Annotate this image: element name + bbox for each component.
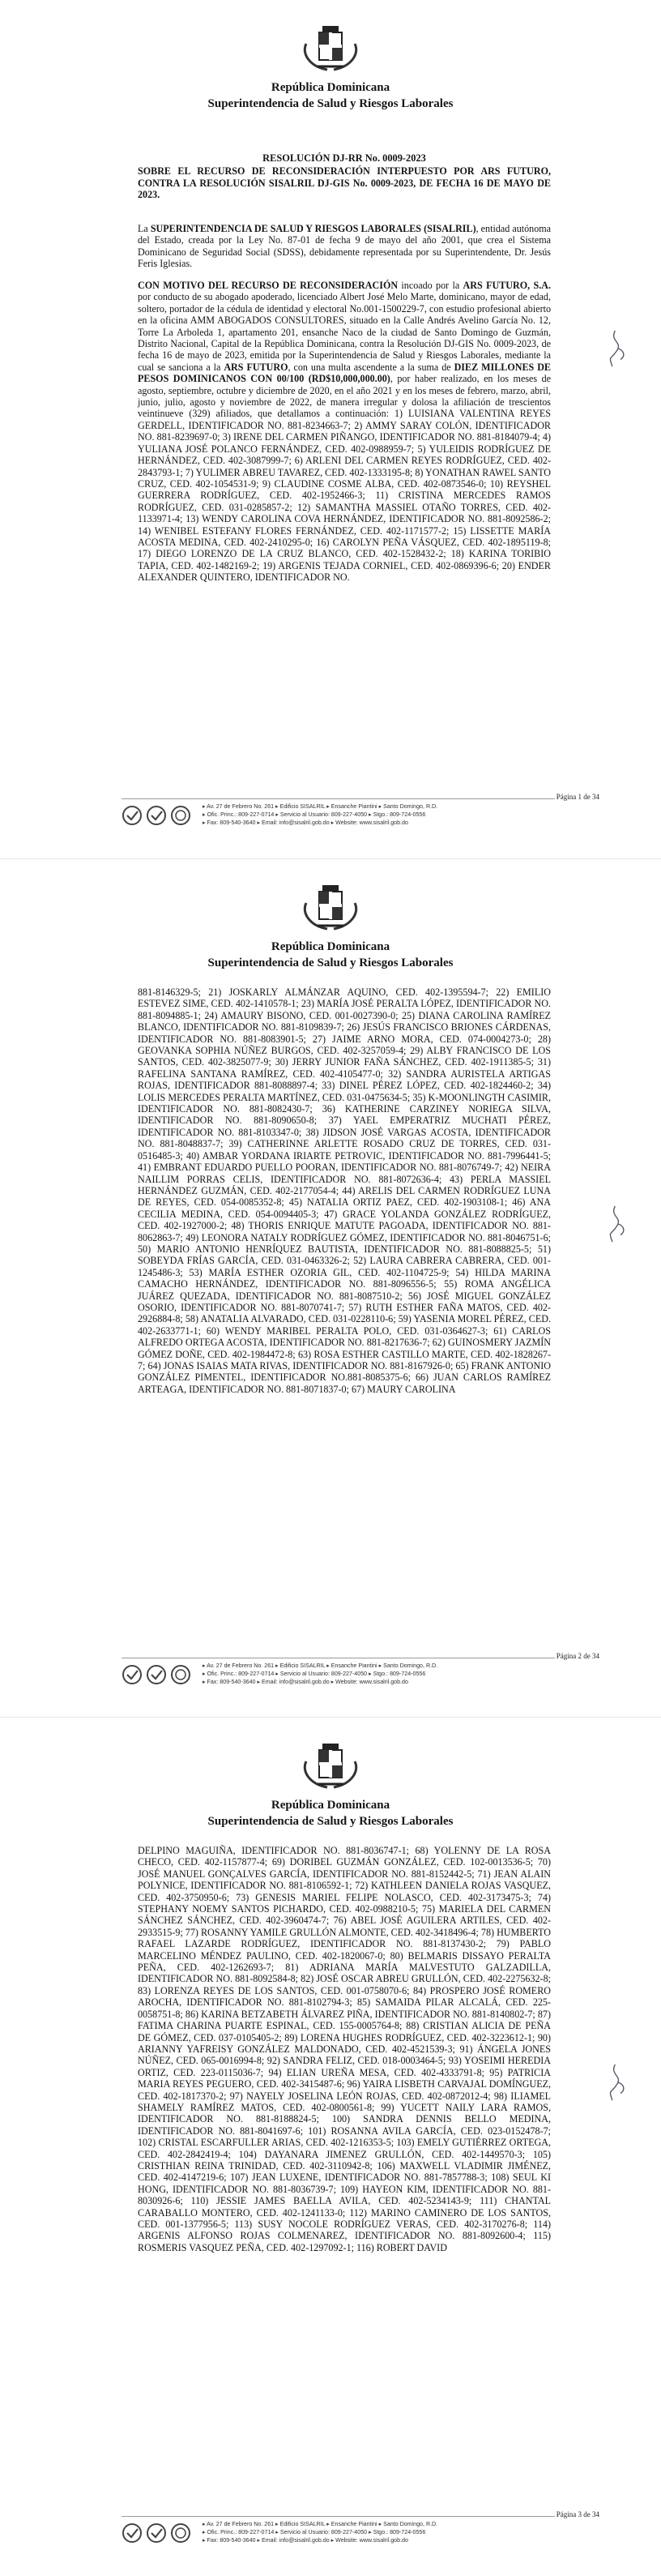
affiliates-list-page2: 881-8146329-5; 21) JOSKARLY ALMÁNZAR AQUINO, CED. 402-1395594-7; 22) EMILIO ESTEVEZ SIME, CED. 402-1410578-1; 23) MARÍA JOSÉ PERALTA LÓPEZ, IDENTIFICADOR NO. 881-8094885-1; 24) AMAURY BISONO, CED. 001-0027390-0; 25) DIANA CAROLINA RAMÍREZ BLANCO, IDENTIFICADOR NO. 881-8109839-7; 26) JESÚS FRANCISCO BRIONES CÁRDENAS, IDENTIFICADOR NO. 881-8083901-5; 27) JAIME ARNO MORA, CED. 074-0004273-0; 28) GEOVANKA SOPHIA NÚÑEZ BURGOS, CED. 402-3257059-4; 29) ALBY FRANCISCO DE LOS SANTOS, CED. 402-3825077-9; 30) JERRY JUNIOR FAÑA SÁNCHEZ, CED. 402-1911385-5; 31) RAFELINA SANTANA RAMÍREZ, CED. 402-4105477-0; 32) SANDRA AURISTELA ARTIGAS ROJAS, IDENTIFICADOR 881-8088897-4; 33) DINEL PÉREZ LÓPEZ, CED. 402-1824460-2; 34) LOLIS MERCEDES PERALTA MARTÍNEZ, CED. 031-0475634-5; 35) K-MOONLINGTH CASIMIR, IDENTIFICADOR NO. 881-8082430-7; 36) KATHERINE CARZINEY NORIEGA SILVA, IDENTIFICADOR NO. 881-8090650-8; 37) YAEL EMPERATRIZ MUCHATI PÉREZ, IDENTIFICADOR NO. 881-8103347-0; 38) JIDSON JOSÉ VARGAS ACOSTA, IDENTIFICADOR NO. 881-8048837-7; 39) CATHERINNE ARLETTE ROSADO CRUZ DE TORRES, CED. 031-0516485-3; 40) AMBAR YORDANA IRIARTE PETROVIC, IDENTIFICADOR NO. 881-7996441-5; 41) EMBRANT EDUARDO PUELLO POORAN, IDENTIFICADOR NO. 881-8076749-7; 42) NEIRA NAILLIM PORRAS CELIS, IDENTIFICADOR NO. 881-8072636-4; 43) PERLA MASSIEL HERNÁNDEZ GUZMÁN, CED. 402-2177054-4; 44) ARELIS DEL CARMEN RODRÍGUEZ LUNA DE REYES, CED. 054-0085352-8; 45) NATALIA ORTIZ PAEZ, CED. 402-1903108-1; 46) ANA CECILIA MEDINA, CED. 054-0094405-3; 47) GRACE YOLANDA GONZÁLEZ RODRÍGUEZ, CED. 402-1927000-2; 48) THORIS ENRIQUE MATUTE PAGOADA, IDENTIFICADOR NO. 881-8062863-7; 49) LEONORA NATALY RODRÍGUEZ GÓMEZ, IDENTIFICADOR NO. 881-8046751-6; 50) MARIO ANTONIO HENRÍQUEZ BAUTISTA, IDENTIFICADOR NO. 881-8088825-5; 51) SOBEYDA FRÍAS GARCÍA, CED. 031-0463326-2; 52) LAURA CABRERA CABRERA, CED. 001-1245486-3; 53) MARÍA ESTHER OZORIA GIL, CED. 402-1104725-9; 54) HILDA MARINA CAMACHO HERNÁNDEZ, IDENTIFICADOR NO. 881-8096556-5; 55) ROMA ANGÉLICA JUÁREZ QUEZADA, IDENTIFICADOR NO. 881-8087510-2; 56) JOSÉ MIGUEL GONZÁLEZ OSORIO, IDENTIFICADOR NO. 881-8070741-7; 57) RUTH ESTHER FAÑA MATOS, CED. 402-2926884-8; 58) ANATALIA ALVARADO, CED. 031-0228110-6; 59) YASENIA MOREL PÉREZ, CED. 402-2633771-1; 60) WENDY MARIBEL PERALTA POLO, CED. 031-0364627-3; 61) CARLOS ALFREDO ORTEGA ACOSTA, IDENTIFICADOR NO. 881-8217636-7; 62) GUINOSMERY JAZMÍN GÓMEZ DOÑE, CED. 402-1984472-8; 63) ROSA ESTHER CASTILLO MARTE, CED. 402-1828267-7; 64) JONAS ISAIAS MATA RIVAS, IDENTIFICADOR NO. 881-8167926-0; 65) FRANK ANTONIO GONZÁLEZ PIMENTEL, IDENTIFICADOR NO.881-8085375-6; 66) JUAN CARLOS RAMÍREZ ARTEAGA, IDENTIFICADOR NO. 881-8071837-0; 67) MAURY CAROLINA [138, 986, 551, 1395]
resolution-number: RESOLUCIÓN DJ-RR No. 0009-2023 [262, 152, 426, 164]
page-footer-2 [122, 1652, 599, 1690]
resolution-subject: SOBRE EL RECURSO DE RECONSIDERACIÓN INTERPUESTO POR ARS FUTURO, CONTRA LA RESOLUCIÓN SISALRIL DJ-GIS No. 0009-2023, DE FECHA 16 DE MAYO DE 2023. [138, 165, 551, 201]
sisalril-footer-logo [122, 2523, 143, 2544]
intro-entity: SUPERINTENDENCIA DE SALUD Y RIESGOS LABORALES (SISALRIL) [150, 223, 476, 234]
footer-web: ▸ Fax: 809-540-3640 ▸ Email: info@sisalril.gob.do ▸ Website: www.sisalril.gob.do [203, 1678, 408, 1685]
footer-web: ▸ Fax: 809-540-3640 ▸ Email: info@sisalril.gob.do ▸ Website: www.sisalril.gob.do [203, 2536, 408, 2544]
resolution-title-block [138, 152, 551, 201]
footer-contact [203, 2521, 599, 2544]
motive-ars-2: ARS FUTURO [224, 361, 288, 373]
coat-of-arms-logo [298, 21, 363, 73]
page-number: Página 3 de 34 [556, 2510, 599, 2518]
motive-list-page1: , por haber realizado, en los meses de agosto, septiembre, octubre y diciembre de 2020, en el año 2021 y en los meses de febrero, marzo, abril, junio, julio, agosto y noviembre de 2022, de manera irregular y dolosa la afiliación de trescientos veintinueve (329) afiliados, que detallamos a continuación: 1) LUISIANA VALENTINA REYES GERDELL, IDENTIFICADOR NO. 881-8234663-7; 2) AMMY SARAY COLÓN, IDENTIFICADOR NO. 881-8239697-0; 3) IRENE DEL CARMEN PIÑANGO, IDENTIFICADOR NO. 881-8184079-4; 4) YULIANA JOSÉ POLANCO FERNÁNDEZ, CED. 402-0988959-7; 5) YULEIDIS RODRÍGUEZ DE HERNÁNDEZ, CED. 402-3087999-7; 6) ARLENI DEL CARMEN REYES RODRÍGUEZ, CED. 402-2843793-1; 7) YULIMER ABREU TAVAREZ, CED. 402-1333195-8; 8) YONATHAN RAWEL SANTO CRUZ, CED. 402-1054531-9; 9) CLAUDINE COSME ALBA, CED. 402-0873546-0; 10) REYSHEL GUERRERA RODRÍGUEZ, CED. 402-1952466-3; 11) CRISTINA MERCEDES RAMOS RODRÍGUEZ, CED. 031-0285857-2; 12) SAMANTHA MASSIEL OTAÑO TORRES, CED. 402-1133971-4; 13) WENDY CAROLINA COVA HERNÁNDEZ, IDENTIFICADOR NO. 881-8092586-2; 14) WENIBEL ESTEFANY FLORES FERNÁNDEZ, CED. 402-1171577-2; 15) LISSETTE MARÍA ACOSTA MEDINA, CED. 402-2410295-0; 16) CAROLYN PEÑA VÁSQUEZ, CED. 402-1895119-8; 17) DIEGO LORENZO DE LA CRUZ BLANCO, CED. 402-1528432-2; 18) KARINA TORIBIO TAPIA, CED. 402-1482169-2; 19) ARGENIS TEJADA CORNIEL, CED. 402-0869396-6; 20) ENDER ALEXANDER QUINTERO, IDENTIFICADOR NO. [138, 373, 551, 584]
motive-paragraph [138, 280, 551, 584]
footer-address: ▸ Av. 27 de Febrero No. 261 ▸ Edificio SISALRIL ▸ Ensanche Piantini ▸ Santo Domingo, R.D. [203, 2521, 438, 2527]
footer-phones: ▸ Ofic. Princ.: 809-227-0714 ▸ Servicio al Usuario: 809-227-4050 ▸ Stgo.: 809-724-0556 [203, 2528, 426, 2535]
sisalril-footer-logo [122, 805, 143, 826]
motive-heading: CON MOTIVO DEL RECURSO DE RECONSIDERACIÓN [138, 280, 399, 291]
affiliates-list-page3: DELPINO MAGUIÑA, IDENTIFICADOR NO. 881-8036747-1; 68) YOLENNY DE LA ROSA CHECO, CED. 402-1157877-4; 69) DORIBEL GUZMÁN GONZÁLEZ, CED. 102-0013536-5; 70) JOSÉ MANUEL GONÇALVES GARCÍA, IDENTIFICADOR NO. 881-8152442-5; 71) JEAN ALAIN POLYNICE, IDENTIFICADOR NO. 881-8106592-1; 72) KATHLEEN DANIELA ROJAS VASQUEZ, CED. 402-3750950-6; 73) GENESIS MARIEL FELIPE NOLASCO, CED. 402-3173475-3; 74) STEPHANY NOEMY SANTOS PICHARDO, CED. 402-0988210-5; 75) MARIELA DEL CARMEN SÁNCHEZ SÁNCHEZ, CED. 402-3960474-7; 76) ABEL JOSÉ AGUILERA ARTILES, CED. 402-2933515-9; 77) ROSANNY YAMILE GRULLÓN ALMONTE, CED. 402-3418496-4; 78) HUMBERTO RAFAEL LAZARDE RODRÍGUEZ, IDENTIFICADOR NO. 881-8137430-2; 79) PABLO MARCELINO MÉNDEZ PAULINO, CED. 402-1820067-0; 80) BELMARIS DISSAYO PERALTA PEÑA, CED. 402-1262693-7; 81) ADRIANA MARÍA MALVESTUTO GALZADILLA, IDENTIFICADOR NO. 881-8092584-8; 82) JOSÉ OSCAR ABREU GRULLÓN, CED. 402-2275632-8; 83) LORENZA REYES DE LOS SANTOS, CED. 001-0758070-6; 84) PROSPERO JOSÉ ROMERO AROCHA, IDENTIFICADOR NO. 881-8102794-3; 85) SAMAIDA PILAR ALCALÁ, CED. 225-0058751-8; 86) KARINA BETZABETH ÁLVAREZ PIÑA, IDENTIFICADOR NO. 881-8140802-7; 87) FATIMA CHARINA PUARTE ESPINAL, CED. 155-0005764-8; 88) CRISTIAN ALICIA DE PEÑA DE GÓMEZ, CED. 037-0105405-2; 89) LORENA HUGHES RODRÍGUEZ, CED. 402-3223612-1; 90) ARIANNY YAFREISY GONZÁLEZ MALDONADO, CED. 402-4521539-3; 91) ÁNGELA JONES NÚÑEZ, CED. 065-0016994-8; 92) SANDRA FELIZ, CED. 018-0003464-5; 93) YOSEIMI HEREDIA ORTIZ, CED. 223-0115036-7; 94) ELIAN UREÑA MESA, CED. 402-4333791-8; 95) PATRICIA MARIA REYES PEGUERO, CED. 402-3415487-6; 96) YAIRA LISBETH CARVAJAL DOMÍNGUEZ, CED. 402-1817370-2; 97) NAYELY JOSELINA LEÓN ROJAS, CED. 402-0872012-4; 98) ILIAMEL SHAMELY RAMÍREZ MATOS, CED. 402-0800561-8; 99) YUCETT NAILY LARA RAMOS, IDENTIFICADOR NO. 881-8188824-5; 100) SANDRA DENNIS BELLO MEDINA, IDENTIFICADOR NO. 881-8041697-6; 101) ROSANNA AVILA GARCÍA, CED. 023-0152478-7; 102) CRISTAL ESCARFULLER ARIAS, CED. 402-1216353-5; 103) EMELY GUTIÉRREZ ORTEGA, CED. 402-2842419-4; 104) DAYANARA JIMENEZ GRULLÓN, CED. 402-1449570-3; 105) CRISTHIAN REINA TRINIDAD, CED. 402-3110942-8; 106) MAXWELL VLADIMIR JIMÉNEZ, CED. 402-4147219-6; 107) JEAN LUXENE, IDENTIFICADOR NO. 881-7857788-3; 108) SEUL KI HONG, IDENTIFICADOR NO. 881-8036739-7; 109) HAYEON KIM, IDENTIFICADOR NO. 881-8030926-6; 110) JESSIE JAMES BAELLA AVILA, CED. 402-5234143-9; 111) CHANTAL CARABALLO MONTERO, CED. 402-1241133-0; 112) MARINO CAMINERO DE LOS SANTOS, CED. 001-1377956-5; 113) SUSY NOCOLE RODRÍGUEZ VERAS, CED. 402-3170276-8; 114) ARGENIS ALFONSO ROJAS COLMENAREZ, IDENTIFICADOR NO. 881-8092600-4; 115) ROSMERIS VASQUEZ PEÑA, CED. 402-1297092-1; 116) ROBERT DAVID [138, 1845, 551, 2253]
signature-initials-1 [603, 324, 630, 373]
coat-of-arms-logo [298, 1739, 363, 1791]
certification-logo [146, 2523, 167, 2544]
quality-seal-logo [170, 2523, 191, 2544]
signature-initials-2 [603, 1200, 630, 1248]
footer-address: ▸ Av. 27 de Febrero No. 261 ▸ Edificio SISALRIL ▸ Ensanche Piantini ▸ Santo Domingo, R.D. [203, 803, 438, 810]
agency-heading: Superintendencia de Salud y Riesgos Laborales [207, 956, 454, 969]
footer-contact [203, 803, 599, 827]
certification-logo [146, 805, 167, 826]
quality-seal-logo [170, 805, 191, 826]
intro-pre: La [138, 223, 151, 234]
agency-heading: Superintendencia de Salud y Riesgos Laborales [207, 97, 454, 110]
footer-address: ▸ Av. 27 de Febrero No. 261 ▸ Edificio SISALRIL ▸ Ensanche Piantini ▸ Santo Domingo, R.D. [203, 1662, 438, 1669]
motive-text-3: , con una multa ascendente a la suma de [288, 361, 454, 373]
coat-of-arms-logo [298, 880, 363, 932]
certification-logo [146, 1664, 167, 1685]
page-2 [0, 858, 661, 1718]
country-heading: República Dominicana [271, 940, 390, 953]
intro-paragraph [138, 223, 551, 270]
page-number: Página 1 de 34 [556, 793, 599, 801]
page-footer-1 [122, 793, 599, 831]
country-heading: República Dominicana [271, 1799, 390, 1812]
quality-seal-logo [170, 1664, 191, 1685]
page-3 [0, 1717, 661, 2576]
footer-contact [203, 1662, 599, 1686]
intro-post: , entidad autónoma del Estado, creada por la Ley No. 87-01 de fecha 9 de mayo del año 2001, que crea el Sistema Dominicano de Seguridad Social (SDSS), debidamente representada por su Superintendente, Dr. Jesús Feris Iglesias. [138, 223, 552, 270]
sisalril-footer-logo [122, 1664, 143, 1685]
page-1 [0, 0, 661, 858]
footer-phones: ▸ Ofic. Princ.: 809-227-0714 ▸ Servicio al Usuario: 809-227-4050 ▸ Stgo.: 809-724-0556 [203, 1670, 426, 1677]
signature-initials-3 [603, 2058, 630, 2107]
country-heading: República Dominicana [271, 81, 390, 94]
footer-phones: ▸ Ofic. Princ.: 809-227-0714 ▸ Servicio al Usuario: 809-227-4050 ▸ Stgo.: 809-724-0556 [203, 811, 426, 818]
footer-web: ▸ Fax: 809-540-3640 ▸ Email: info@sisalril.gob.do ▸ Website: www.sisalril.gob.do [203, 819, 408, 826]
motive-text-1: incoado por la [398, 280, 463, 291]
motive-amount: DIEZ MILLONES DE PESOS DOMINICANOS CON 00/100 (RD$10,000,000.00) [138, 361, 552, 385]
motive-ars: ARS FUTURO, S.A. [463, 280, 551, 291]
motive-text-2: por conducto de su abogado apoderado, licenciado Albert José Melo Marte, dominicano, mayor de edad, soltero, portador de la cédula de identidad y electoral No.001-1500229-7, con estudio profesional abierto en la oficina AMM ABOGADOS CONSULTORES, situado en la Calle Andrés Avelino García No. 12, Torre La Arboleda 1, apartamento 201, ensanche Naco de la ciudad de Santo Domingo de Guzmán, Distrito Nacional, Capital de la República Dominicana, contra la Resolución DJ-GIS No. 0009-2023, de fecha 16 de mayo de 2023, emitida por la Superintendencia de Salud y Riesgos Laborales, mediante la cual se sanciona a la [138, 291, 551, 373]
page-number: Página 2 de 34 [556, 1652, 599, 1660]
agency-heading: Superintendencia de Salud y Riesgos Laborales [207, 1815, 454, 1828]
page-footer-3 [122, 2510, 599, 2548]
